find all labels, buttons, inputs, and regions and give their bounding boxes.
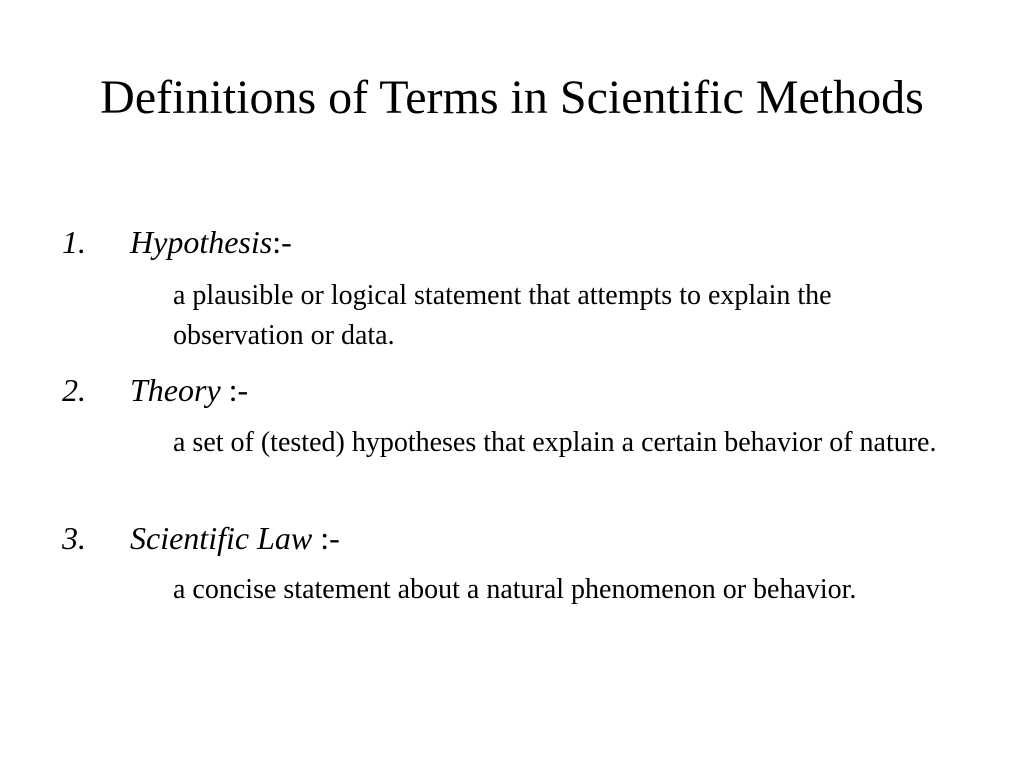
- term-name: Scientific Law: [130, 520, 313, 556]
- term-definition-theory: a set of (tested) hypotheses that explain a certain behavior of nature.: [173, 427, 937, 458]
- term-separator: :-: [220, 372, 249, 408]
- slide-title: Definitions of Terms in Scientific Methods: [100, 71, 924, 124]
- term-heading-scientific-law: [62, 518, 340, 558]
- term-name: Hypothesis: [130, 224, 273, 260]
- term-heading-theory: [62, 370, 248, 410]
- term-separator: :-: [272, 224, 292, 260]
- term-definition-hypothesis: a plausible or logical statement that attempts to explain the observation or data.: [173, 280, 832, 351]
- item-number: 2.: [62, 372, 86, 408]
- term-heading-hypothesis: [62, 222, 292, 262]
- item-number: 3.: [62, 520, 86, 556]
- term-separator: :-: [312, 520, 340, 556]
- term-name: Theory: [130, 372, 221, 408]
- term-definition-scientific-law: a concise statement about a natural phenomenon or behavior.: [173, 574, 857, 605]
- item-number: 1.: [62, 224, 86, 260]
